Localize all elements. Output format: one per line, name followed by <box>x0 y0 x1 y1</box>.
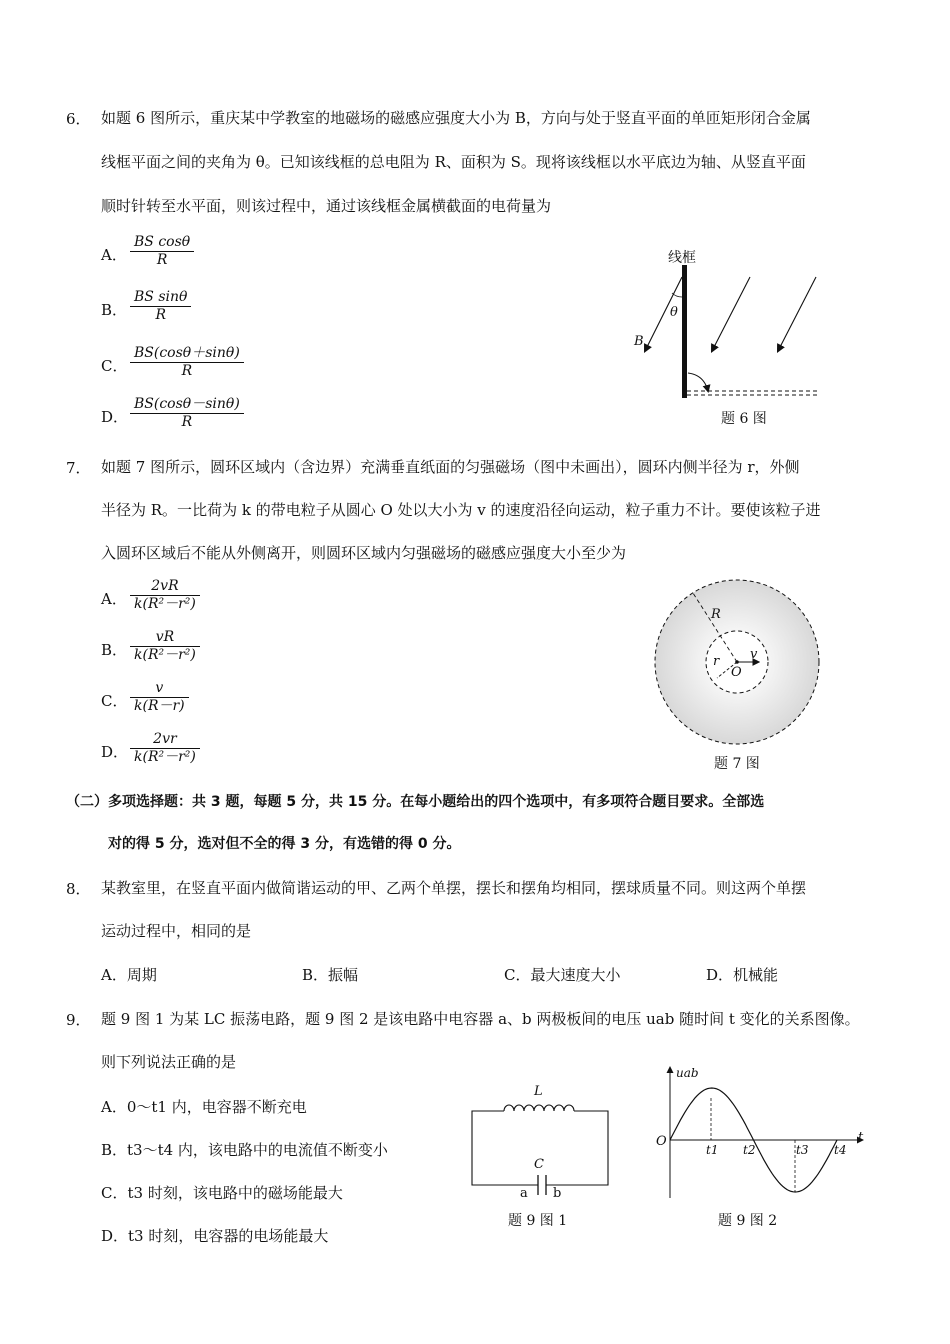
q9-number: 9． <box>66 1011 91 1029</box>
q9-tick-t1: t1 <box>706 1143 719 1157</box>
q7-option-c-label: C． <box>101 692 128 710</box>
q7-option-d-label: D． <box>101 743 129 761</box>
q6-stem-line-3: 顺时针转至水平面，则该过程中，通过该线框金属横截面的电荷量为 <box>101 197 552 215</box>
q7-option-c-denominator: k(R－r) <box>134 698 185 714</box>
q7-option-a-numerator: 2vR <box>130 578 200 596</box>
q7-stem-line-1: 如题 7 图所示，圆环区域内（含边界）充满垂直纸面的匀强磁场（图中未画出），圆环内侧半径为 r，外侧 <box>101 458 800 476</box>
q6-option-b-numerator: BS sinθ <box>130 289 191 307</box>
q6-stem-line-2: 线框平面之间的夹角为 θ。已知该线框的总电阻为 R、面积为 S。现将该线框以水平底边为轴、从竖直平面 <box>101 153 806 171</box>
q9-figure-2 <box>650 1062 870 1204</box>
q6-rotation-arc <box>688 373 708 391</box>
q9-tick-t2: t2 <box>743 1143 756 1157</box>
q9-stem-line-1: 题 9 图 1 为某 LC 振荡电路，题 9 图 2 是该电路中电容器 a、b 两极板间的电压 uab 随时间 t 变化的关系图像。 <box>101 1010 860 1028</box>
q8-option-d[interactable]: D．机械能 <box>706 966 779 984</box>
q6-option-c-fraction <box>130 345 244 380</box>
q7-option-d-fraction <box>130 731 200 766</box>
q7-option-c-numerator: v <box>130 680 189 698</box>
q7-v-label: v <box>750 647 758 662</box>
q7-option-b-fraction <box>130 629 200 664</box>
q7-figure <box>650 578 826 750</box>
q6-frame-label: 线框 <box>668 250 696 266</box>
q6-option-d-numerator: BS(cosθ－sinθ) <box>130 396 244 414</box>
q6-theta-label: θ <box>670 305 678 320</box>
q6-option-c-denominator: R <box>181 363 193 379</box>
q6-number: 6． <box>66 110 91 128</box>
q6-option-b-denominator: R <box>155 307 166 323</box>
q9-b-label: b <box>553 1186 562 1201</box>
q9-inductor-coil <box>504 1105 574 1111</box>
q7-stem-line-3: 入圆环区域后不能从外侧离开，则圆环区域内匀强磁场的磁感应强度大小至少为 <box>101 544 627 562</box>
q9-stem-line-2: 则下列说法正确的是 <box>101 1053 237 1071</box>
q6-stem-line-1: 如题 6 图所示，重庆某中学教室的地磁场的磁感应强度大小为 B，方向与处于竖直平面的单匝矩形闭合金属 <box>101 109 811 127</box>
q9-L-label: L <box>534 1084 543 1099</box>
q8-option-a[interactable]: A．周期 <box>101 966 157 984</box>
q8-stem-line-1: 某教室里，在竖直平面内做简谐运动的甲、乙两个单摆，摆长和摆角均相同，摆球质量不同。则这两个单摆 <box>101 879 807 897</box>
q6-option-b-label: B． <box>101 301 128 319</box>
q7-option-b-numerator: vR <box>130 629 200 647</box>
q6-option-b-fraction <box>130 289 191 324</box>
q7-number: 7． <box>66 459 91 477</box>
q6-option-a-fraction <box>130 234 194 269</box>
q6-option-a-label: A． <box>101 246 127 264</box>
q7-option-a-fraction <box>130 578 200 613</box>
q7-option-a-denominator: k(R²－r²) <box>134 596 196 612</box>
q9-option-a[interactable]: A．0～t1 内，电容器不断充电 <box>101 1098 307 1116</box>
q9-option-c[interactable]: C．t3 时刻，该电路中的磁场能最大 <box>101 1184 343 1202</box>
q9-x-axis-label: t <box>858 1130 864 1145</box>
q9-a-label: a <box>520 1186 528 1201</box>
q6-b-label: B <box>634 334 644 349</box>
q9-figure-1-caption: 题 9 图 1 <box>508 1213 568 1229</box>
q9-tick-t4: t4 <box>834 1143 847 1157</box>
q7-option-b-denominator: k(R²－r²) <box>134 647 196 663</box>
q7-stem-line-2: 半径为 R。一比荷为 k 的带电粒子从圆心 O 处以大小为 v 的速度沿径向运动，粒子重力不计。要使该粒子进 <box>101 501 821 519</box>
q9-figure-1 <box>466 1095 616 1195</box>
q8-stem-line-2: 运动过程中，相同的是 <box>101 922 252 940</box>
q7-option-b-label: B． <box>101 641 128 659</box>
q8-option-b[interactable]: B．振幅 <box>302 966 359 984</box>
q6-option-d-fraction <box>130 396 244 431</box>
q8-number: 8． <box>66 880 91 898</box>
q7-option-c-fraction <box>130 680 189 715</box>
q9-option-b[interactable]: B．t3～t4 内，该电路中的电流值不断变小 <box>101 1141 388 1159</box>
q9-C-label: C <box>534 1157 544 1172</box>
q7-option-d-numerator: 2vr <box>130 731 200 749</box>
q6-option-d-denominator: R <box>181 414 193 430</box>
q6-option-d-label: D． <box>101 408 129 426</box>
q9-figure-2-caption: 题 9 图 2 <box>718 1213 778 1229</box>
section2-heading-line-1: （二）多项选择题：共 3 题，每题 5 分，共 15 分。在每小题给出的四个选项中，有多项符合题目要求。全部选 <box>66 794 765 810</box>
q8-option-c[interactable]: C．最大速度大小 <box>504 966 621 984</box>
q6-option-a-numerator: BS cosθ <box>130 234 194 252</box>
q9-tick-t3: t3 <box>796 1143 809 1157</box>
q7-R-label: R <box>711 607 721 622</box>
q9-origin-label: O <box>656 1134 667 1149</box>
q6-figure <box>620 245 840 405</box>
q6-option-c-numerator: BS(cosθ＋sinθ) <box>130 345 244 363</box>
q6-figure-caption: 题 6 图 <box>721 411 767 427</box>
q6-field-line-2 <box>712 277 750 351</box>
q7-O-label: O <box>731 665 742 680</box>
q9-y-axis-label: uab <box>676 1066 699 1080</box>
section2-heading-line-2: 对的得 5 分，选对但不全的得 3 分，有选错的得 0 分。 <box>108 836 461 852</box>
q9-option-d[interactable]: D．t3 时刻，电容器的电场能最大 <box>101 1227 329 1245</box>
q7-option-d-denominator: k(R²－r²) <box>134 749 196 765</box>
q6-option-c-label: C． <box>101 357 128 375</box>
q7-figure-caption: 题 7 图 <box>714 756 760 772</box>
q6-frame-bar <box>682 265 687 398</box>
q6-field-line-3 <box>778 277 816 351</box>
q7-center-point <box>735 660 739 664</box>
q9-circuit-wire-right <box>546 1111 608 1185</box>
q7-r-label: r <box>713 654 720 669</box>
q9-circuit-wire-left <box>472 1111 538 1185</box>
q7-option-a-label: A． <box>101 590 127 608</box>
q6-option-a-denominator: R <box>156 252 168 268</box>
